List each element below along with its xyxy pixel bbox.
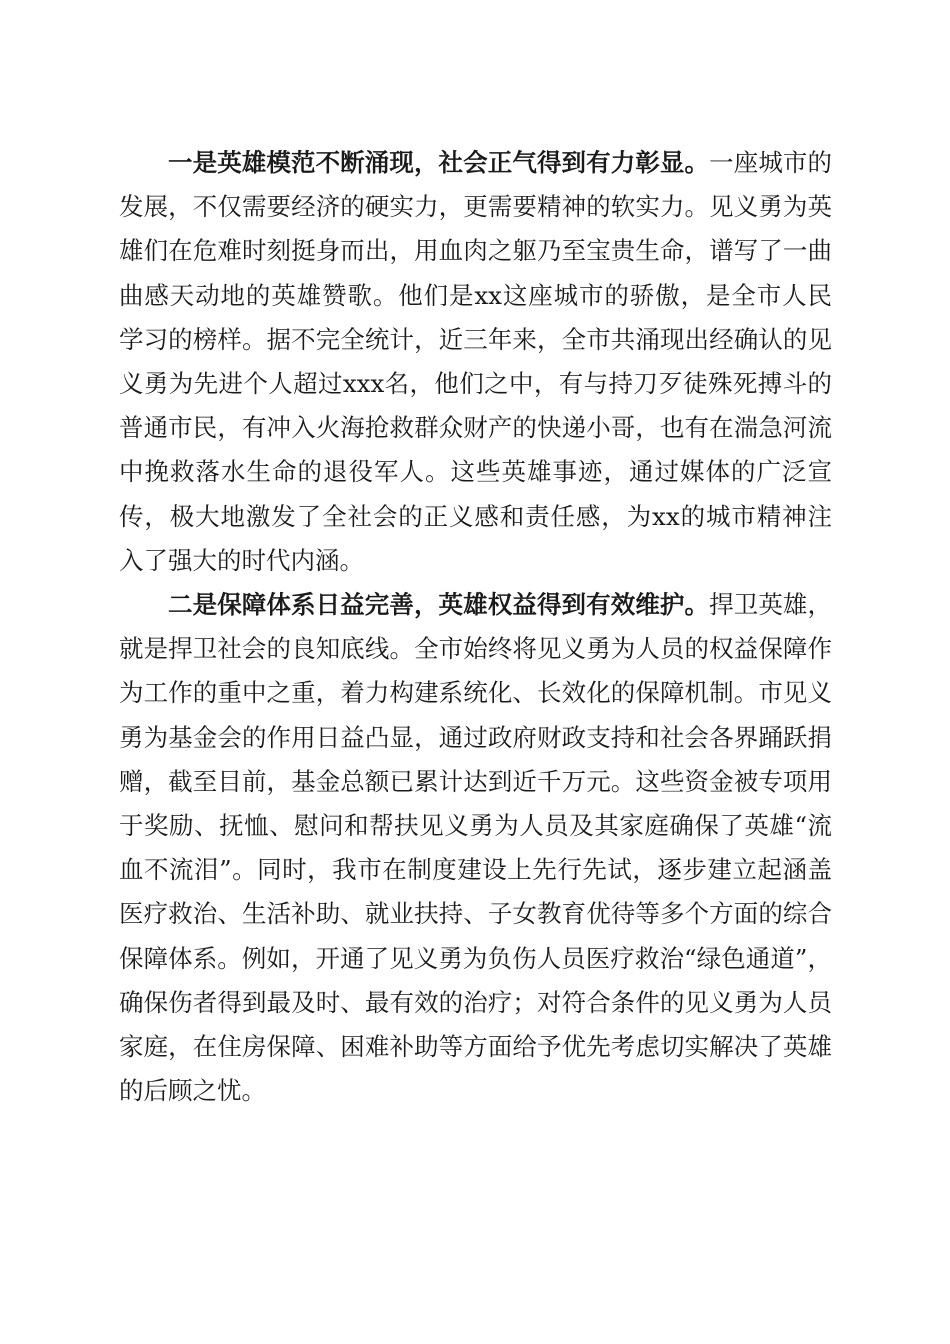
paragraph-heroes-emerging: [119, 141, 832, 583]
paragraph-lead-heading: 一是英雄模范不断涌现，社会正气得到有力彰显。: [168, 148, 710, 177]
paragraph-body-text: 捍卫英雄，就是捍卫社会的良知底线。全市始终将见义勇为人员的权益保障作为工作的重中之重，着力构建系统化、长效化的保障机制。市见义勇为基金会的作用日益凸显，通过政府财政支持和社会各界踊跃捐赠，截至目前，基金总额已累计达到近千万元。这些资金被专项用于奖励、抚恤、慰问和帮扶见义勇为人员及其家庭确保了英雄“流血不流泪”。同时，我市在制度建设上先行先试，逐步建立起涵盖医疗救治、生活补助、就业扶持、子女教育优待等多个方面的综合保障体系。例如，开通了见义勇为负伤人员医疗救治“绿色通道”，确保伤者得到最及时、最有效的治疗；对符合条件的见义勇为人员家庭，在住房保障、困难补助等方面给予优先考虑切实解决了英雄的后顾之忧。: [119, 590, 833, 1106]
document-page: [119, 141, 832, 1113]
paragraph-lead-heading: 二是保障体系日益完善，英雄权益得到有效维护。: [168, 590, 710, 620]
paragraph-body-text: 一座城市的发展，不仅需要经济的硬实力，更需要精神的软实力。见义勇为英雄们在危难时刻挺身而出，用血肉之躯乃至宝贵生命，谱写了一曲曲感天动地的英雄赞歌。他们是xx这座城市的骄傲，是全市人民学习的榜样。据不完全统计，近三年来，全市共涌现出经确认的见义勇为先进个人超过xxx名，他们之中，有与持刀歹徒殊死搏斗的普通市民，有冲入火海抢救群众财产的快递小哥，也有在湍急河流中挽救落水生命的退役军人。这些英雄事迹，通过媒体的广泛宣传，极大地激发了全社会的正义感和责任感，为xx的城市精神注入了强大的时代内涵。: [119, 148, 833, 575]
paragraph-protection-system: [119, 583, 832, 1113]
